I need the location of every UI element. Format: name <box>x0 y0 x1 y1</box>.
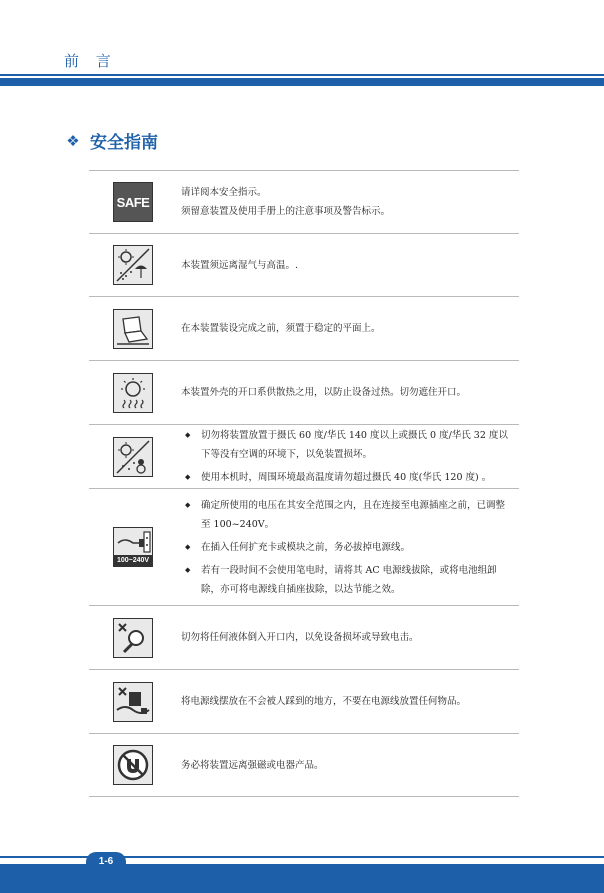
page-header-title: 前 言 <box>64 52 117 70</box>
table-row <box>89 424 519 488</box>
diamond-icon: ❖ <box>66 131 80 150</box>
list-item: ◆ 切勿将装置放置于摄氏 60 度/华氏 140 度以上或摄氏 0 度/华氏 32 度以下等没有空调的环境下，以免装置损坏。 <box>181 426 513 464</box>
row-text <box>177 486 519 609</box>
table-row <box>89 170 519 233</box>
row-text: 务必将装置远离强磁或电器产品。 <box>181 759 324 771</box>
header-rule-thick <box>0 78 604 86</box>
table-row <box>89 488 519 605</box>
table-row <box>89 360 519 424</box>
power-voltage-icon <box>113 527 153 567</box>
safe-icon <box>113 182 153 222</box>
list-item: ◆ 使用本机时，周围环境最高温度请勿超过摄氏 40 度(华氏 120 度) 。 <box>181 468 513 487</box>
safe-icon-label: SAFE <box>116 194 150 210</box>
table-row <box>89 733 519 797</box>
section-title: 安全指南 <box>90 133 158 153</box>
temperature-icon <box>113 437 153 477</box>
row-text: 在本装置装设完成之前，须置于稳定的平面上。 <box>181 323 381 334</box>
humidity-heat-icon <box>113 245 153 285</box>
flat-surface-icon <box>113 309 153 349</box>
table-row <box>89 605 519 669</box>
table-row <box>89 296 519 360</box>
list-item: ◆ 确定所使用的电压在其安全范围之内，且在连接至电源插座之前，已调整至 100~240V。 <box>181 496 513 534</box>
row-text <box>177 416 519 497</box>
section-heading <box>64 128 158 153</box>
ventilation-icon <box>113 373 153 413</box>
row-text: 将电源线摆放在不会被人踩到的地方，不要在电源线放置任何物品。 <box>181 696 467 707</box>
list-item: ◆ 在插入任何扩充卡或模块之前，务必拔掉电源线。 <box>181 538 513 557</box>
no-liquid-icon <box>113 618 153 658</box>
header-rule-thin <box>0 74 604 76</box>
list-item: ◆ 若有一段时间不会使用笔电时，请将其 AC 电源线拔除，或将电池组卸除，亦可将电源线自插座拔除，以达节能之效。 <box>181 561 513 599</box>
safety-table <box>89 170 519 797</box>
voltage-label: 100~240V <box>114 555 152 566</box>
table-row <box>89 233 519 296</box>
no-magnet-icon <box>113 745 153 785</box>
table-row <box>89 669 519 733</box>
row-text: 本装置须远离湿气与高温。. <box>181 259 299 271</box>
power-cord-icon <box>113 682 153 722</box>
row-text: 本装置外壳的开口系供散热之用，以防止设备过热。切勿遮住开口。 <box>181 387 467 398</box>
row-text: 切勿将任何液体倒入开口内，以免设备损坏或导致电击。 <box>181 632 419 643</box>
row-text: 请详阅本安全指示。 须留意装置及使用手册上的注意事项及警告标示。 <box>181 187 391 217</box>
page-number: 1-6 <box>86 852 126 886</box>
